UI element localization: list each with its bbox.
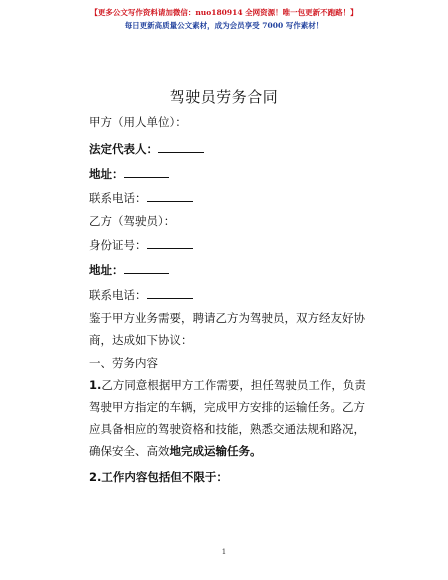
phone-a-row (89, 190, 193, 206)
phone-b-blank (147, 287, 193, 299)
document-title: 驾驶员劳务合同 (169, 88, 279, 106)
phone-b-row (89, 287, 193, 303)
address-a-row (89, 166, 169, 182)
id-label: 身份证号： (89, 238, 147, 252)
promo-banner-line-2: 每日更新高质量公文素材，成为会员享受 7000 写作素材！ (124, 21, 324, 30)
id-row (89, 237, 193, 253)
address-a-label: 地址： (89, 167, 124, 181)
id-blank (147, 237, 193, 249)
phone-b-label: 联系电话： (89, 288, 147, 302)
item-1-text-end: 地完成运输任务。 (169, 444, 262, 458)
phone-a-blank (147, 190, 193, 202)
promo-banner-line-1: 【更多公文写作资料请加微信：nuo180914 全网资源！唯一包更新不跑路！】 (90, 8, 358, 17)
item-2-heading: 2.工作内容包括但不限于： (89, 470, 228, 484)
party-a-heading: 甲方（用人单位）： (89, 115, 187, 129)
item-1-text: 乙方同意根据甲方工作需要，担任驾驶员工作，负责驾驶甲方指定的车辆，完成甲方安排的运输任务。乙方应具备相应的驾驶资格和技能，熟悉交通法规和路况，确保安全、高效 (89, 378, 366, 458)
item-1-number: 1. (89, 378, 102, 392)
address-b-row (89, 262, 169, 278)
legal-rep-label: 法定代表人： (89, 142, 158, 156)
legal-rep-blank (158, 141, 204, 153)
address-b-blank (124, 262, 169, 274)
legal-rep-row (89, 141, 204, 157)
party-b-heading: 乙方（驾驶员）： (89, 214, 176, 228)
item-1-paragraph (89, 374, 375, 462)
address-b-label: 地址： (89, 263, 124, 277)
phone-a-label: 联系电话： (89, 191, 147, 205)
section-1-heading: 一、劳务内容 (89, 356, 158, 370)
address-a-blank (124, 166, 169, 178)
intro-paragraph: 鉴于甲方业务需要，聘请乙方为驾驶员，双方经友好协商，达成如下协议： (89, 311, 365, 347)
page-number: 1 (221, 548, 227, 556)
